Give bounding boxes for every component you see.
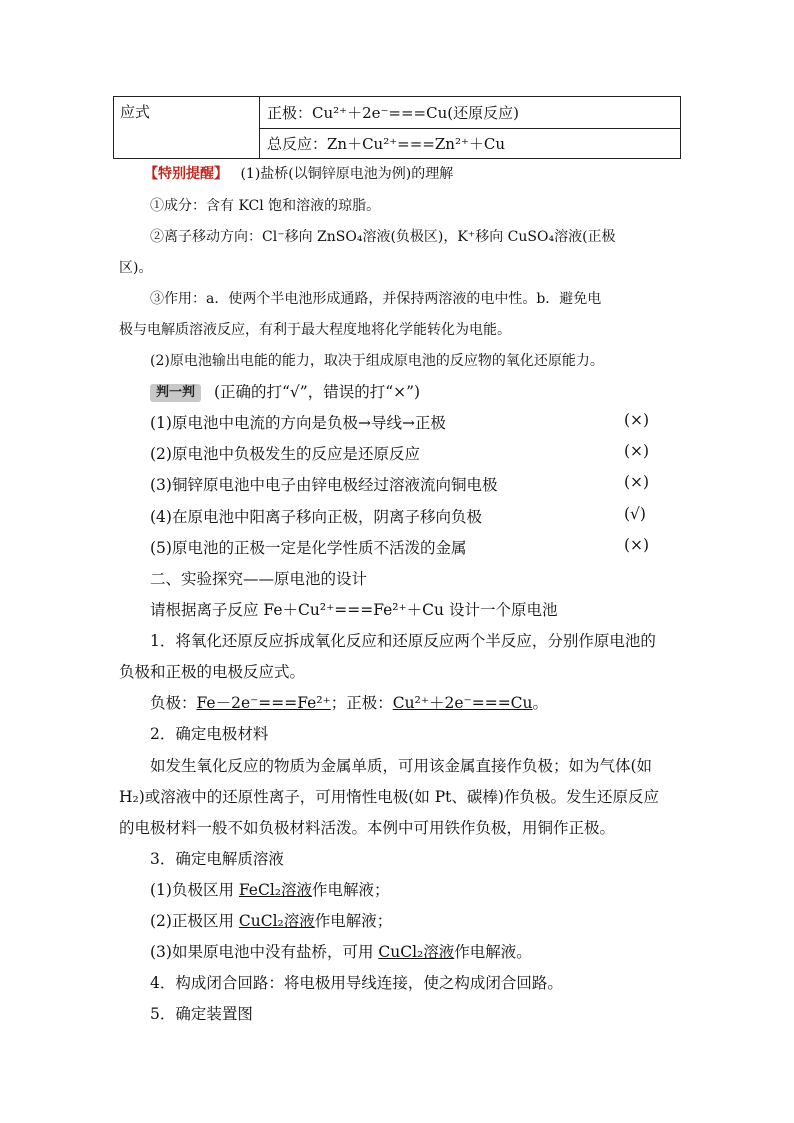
reaction-table: [113, 96, 681, 159]
negative-label: 负极：: [150, 694, 197, 712]
tip-item: ②离子移动方向：Cl⁻移向 ZnSO₄溶液(负极区)，K⁺移向 CuSO₄溶液(正极: [150, 229, 616, 245]
section-intro: 请根据离子反应 Fe＋Cu²⁺===Fe²⁺＋Cu 设计一个原电池: [150, 601, 558, 619]
judge-item-text: (5)原电池的正极一定是化学性质不活泼的金属: [150, 539, 467, 557]
step-1-line: 负极和正极的电极反应式。: [119, 663, 306, 681]
tip-item: 区)。: [119, 260, 153, 276]
positive-electrode-equation: 正极：Cu²⁺＋2e⁻===Cu(还原反应): [267, 104, 519, 122]
judge-header: [150, 380, 420, 402]
separator: ；正极：: [330, 694, 393, 712]
step-2-paragraph: 如发生氧化反应的物质为金属单质，可用该金属直接作负极；如为气体(如: [150, 757, 653, 775]
judge-item-mark: (×): [624, 473, 650, 491]
tip-item: ③作用：a．使两个半电池形成通路，并保持两溶液的电中性。b．避免电: [150, 291, 602, 307]
step-2-paragraph: H₂)或溶液中的还原性离子，可用惰性电极(如 Pt、碳棒)作负极。发生还原反应: [119, 788, 659, 806]
step-3-text: (2)正极区用: [150, 912, 239, 930]
step-3-text: (3)如果原电池中没有盐桥，可用: [150, 943, 379, 961]
table-divider: [259, 128, 680, 129]
judge-item-mark: (×): [624, 411, 650, 429]
special-tip-tag: 【特别提醒】: [144, 166, 228, 182]
electrode-equations: [150, 691, 548, 713]
step-1-line: 1．将氧化还原反应拆成氧化反应和还原反应两个半反应，分别作原电池的: [150, 632, 656, 650]
step-3-item: [150, 940, 532, 962]
tip-item: (2)原电池输出电能的能力，取决于组成原电池的反应物的氧化还原能力。: [150, 353, 604, 369]
section-heading: 二、实验探究——原电池的设计: [150, 570, 368, 588]
electrolyte-answer: FeCl₂溶液: [238, 881, 313, 899]
period: 。: [532, 694, 549, 712]
tip-item: ①成分：含有 KCl 饱和溶液的琼脂。: [150, 198, 381, 214]
judge-badge: 判一判: [150, 384, 201, 402]
electrolyte-answer: CuCl₂溶液: [238, 912, 315, 930]
judge-instruction: (正确的打“√”，错误的打“×”): [213, 383, 421, 401]
total-reaction-equation: 总反应：Zn＋Cu²⁺===Zn²⁺＋Cu: [267, 135, 506, 153]
judge-item-mark: (×): [624, 536, 650, 554]
judge-item-text: (1)原电池中电流的方向是负极→导线→正极: [150, 414, 446, 432]
judge-item-mark: (√): [624, 505, 646, 523]
step-3-text: 作电解液；: [312, 881, 390, 899]
step-3-item: [150, 878, 390, 900]
step-3-heading: 3．确定电解质溶液: [150, 850, 284, 868]
electrolyte-answer: CuCl₂溶液: [378, 943, 455, 961]
step-3-text: 作电解液；: [314, 912, 393, 930]
tip-title: (1)盐桥(以铜锌原电池为例)的理解: [240, 166, 454, 182]
step-3-text: (1)负极区用: [150, 881, 239, 899]
step-5: 5．确定装置图: [150, 1005, 253, 1023]
negative-equation: Fe－2e⁻===Fe²⁺: [196, 694, 331, 712]
step-4: 4．构成闭合回路：将电极用导线连接，使之构成闭合回路。: [150, 974, 563, 992]
step-2-heading: 2．确定电极材料: [150, 725, 269, 743]
judge-item-mark: (×): [624, 442, 650, 460]
tip-title-line: [144, 163, 453, 183]
positive-equation: Cu²⁺＋2e⁻===Cu: [392, 694, 533, 712]
judge-item-text: (4)在原电池中阳离子移向正极，阴离子移向负极: [150, 508, 482, 526]
tip-item: 极与电解质溶液反应，有利于最大程度地将化学能转化为电能。: [119, 322, 511, 338]
step-3-text: 作电解液。: [454, 943, 532, 961]
judge-item-text: (3)铜锌原电池中电子由锌电极经过溶液流向铜电极: [150, 476, 498, 494]
step-2-paragraph: 的电极材料一般不如负极材料活泼。本例中可用铁作负极，用铜作正极。: [119, 819, 616, 837]
table-label: 应式: [120, 103, 151, 121]
step-3-item: [150, 909, 392, 931]
judge-item-text: (2)原电池中负极发生的反应是还原反应: [150, 445, 420, 463]
